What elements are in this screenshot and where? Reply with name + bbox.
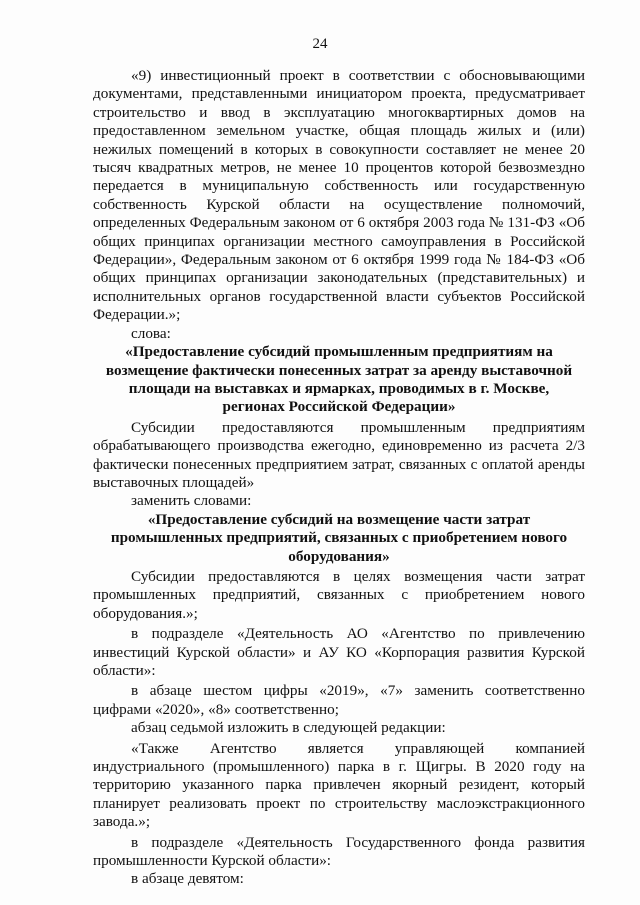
document-body xyxy=(93,67,585,889)
paragraph-replace: заменить словами: xyxy=(131,492,252,510)
paragraph-agency-quote: «Также Агентство является управляющей компанией индустриального (промышленного) парка в г. Щигры. В 2020 году на территорию указанного парка привлечен якорный резидент, который планирует реализовать проект по строительству маслоэкстракционного завода.»; xyxy=(93,739,585,831)
paragraph-agency-subsection: в подразделе «Деятельность АО «Агентство по привлечению инвестиций Курской области» и АУ КО «Корпорация развития Курской области»: xyxy=(93,625,585,679)
paragraph-new-subsidy: Субсидии предоставляются в целях возмещения части затрат промышленных предприятий, связанных с приобретением нового оборудования.»; xyxy=(93,567,585,622)
paragraph-words: слова: xyxy=(131,324,171,342)
paragraph-ninth-abzac: в абзаце девятом: xyxy=(131,870,244,888)
paragraph-item-9: «9) инвестиционный проект в соответствии с обосновывающими документами, представленными инициатором проекта, предусматривает строительство и ввод в эксплуатацию многоквартирных домов на предоставленном земельном участке, общая площадь жилых и (или) нежилых помещений в которых в совокупности составляет не менее 20 тысяч квадратных метров, не менее 10 процентов которой безвозмездно передается в муниципальную собственность или государственную собственность Курской области на осуществление полномочий, определенных Федеральным законом от 6 октября 2003 года № 131-ФЗ «Об общих принципах организации местного самоуправления в Российской Федерации», Федеральным законом от 6 октября 1999 года № 184-ФЗ «Об общих принципах организации законодательных (представительных) и исполнительных органов государственной власти субъектов Российской Федерации.»; xyxy=(93,67,585,324)
paragraph-old-subsidy: Субсидии предоставляются промышленным предприятиям обрабатывающего производства ежегодно, единовременно из расчета 2/3 фактически понесенных предприятием затрат, связанных с оплатой аренды выставочных площадей» xyxy=(93,418,585,491)
paragraph-seventh-abzac: абзац седьмой изложить в следующей редакции: xyxy=(131,719,446,737)
section-heading-new: «Предоставление субсидий на возмещение части затрат промышленных предприятий, связанных с приобретением нового оборудования» xyxy=(110,510,568,565)
section-heading-old: «Предоставление субсидий промышленным предприятиям на возмещение фактически понесенных затрат за аренду выставочной площади на выставках и ярмарках, проводимых в г. Москве, регионах Российской Федерации» xyxy=(105,343,573,416)
page-number: 24 xyxy=(312,36,328,52)
paragraph-sixth-abzac: в абзаце шестом цифры «2019», «7» заменить соответственно цифрами «2020», «8» соответственно; xyxy=(93,682,585,718)
paragraph-fund-subsection: в подразделе «Деятельность Государственного фонда развития промышленности Курской области»: xyxy=(93,833,585,870)
